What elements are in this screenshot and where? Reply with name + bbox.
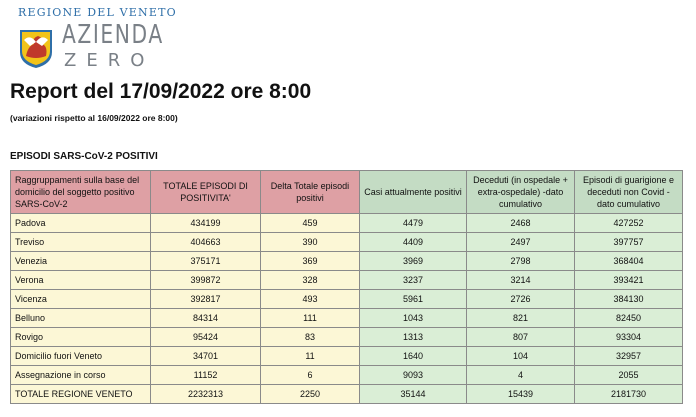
table-cell: 427252: [575, 214, 683, 233]
table-cell: 493: [261, 290, 360, 309]
table-cell: 84314: [151, 309, 261, 328]
table-cell: 2726: [467, 290, 575, 309]
table-cell: 11: [261, 347, 360, 366]
table-row: [11, 385, 683, 404]
table-cell: 35144: [360, 385, 467, 404]
table-cell: 459: [261, 214, 360, 233]
table-cell: 5961: [360, 290, 467, 309]
table-cell: 392817: [151, 290, 261, 309]
table-cell: 93304: [575, 328, 683, 347]
table-row: [11, 366, 683, 385]
row-label: Venezia: [11, 252, 151, 271]
row-label: Padova: [11, 214, 151, 233]
table-cell: 3237: [360, 271, 467, 290]
table-row: [11, 214, 683, 233]
azienda-zero-logo: [8, 2, 177, 74]
region-label: REGIONE DEL VENETO: [18, 6, 177, 19]
table-cell: 104: [467, 347, 575, 366]
row-label: Belluno: [11, 309, 151, 328]
column-header-group: Raggruppamenti sulla base del domicilio del soggetto positivo SARS-CoV-2: [11, 171, 151, 214]
column-header-deceased: Deceduti (in ospedale + extra-ospedale) -dato cumulativo: [467, 171, 575, 214]
table-cell: 821: [467, 309, 575, 328]
table-row: [11, 290, 683, 309]
lion-of-saint-mark-icon: [16, 26, 56, 70]
table-cell: 15439: [467, 385, 575, 404]
table-row: [11, 271, 683, 290]
section-title: EPISODI SARS-CoV-2 POSITIVI: [10, 151, 158, 162]
table-cell: 1313: [360, 328, 467, 347]
report-title: Report del 17/09/2022 ore 8:00: [10, 80, 312, 103]
table-cell: 369: [261, 252, 360, 271]
row-label: Rovigo: [11, 328, 151, 347]
column-header-delta: Delta Totale episodi positivi: [261, 171, 360, 214]
row-label: Domicilio fuori Veneto: [11, 347, 151, 366]
table-cell: 2055: [575, 366, 683, 385]
table-cell: 397757: [575, 233, 683, 252]
table-cell: 434199: [151, 214, 261, 233]
table-row: [11, 252, 683, 271]
table-cell: 399872: [151, 271, 261, 290]
table-cell: 404663: [151, 233, 261, 252]
column-header-total-episodes: TOTALE EPISODI DI POSITIVITA': [151, 171, 261, 214]
report-subtitle: (variazioni rispetto al 16/09/2022 ore 8:00): [10, 113, 178, 123]
table-cell: 390: [261, 233, 360, 252]
column-header-current-cases: Casi attualmente positivi: [360, 171, 467, 214]
table-cell: 2250: [261, 385, 360, 404]
table-cell: 2181730: [575, 385, 683, 404]
org-name-line1: AZIENDA: [62, 20, 164, 50]
table-row: [11, 328, 683, 347]
org-name-line2: ZERO: [64, 50, 155, 71]
table-cell: 111: [261, 309, 360, 328]
table-cell: 9093: [360, 366, 467, 385]
row-label: Vicenza: [11, 290, 151, 309]
table-cell: 393421: [575, 271, 683, 290]
table-cell: 807: [467, 328, 575, 347]
table-cell: 95424: [151, 328, 261, 347]
table-cell: 83: [261, 328, 360, 347]
table-row: [11, 309, 683, 328]
table-row: [11, 233, 683, 252]
row-label: Assegnazione in corso: [11, 366, 151, 385]
table-cell: 4: [467, 366, 575, 385]
table-cell: 34701: [151, 347, 261, 366]
table-header-row: [11, 171, 683, 214]
table-cell: 32957: [575, 347, 683, 366]
table-row: [11, 347, 683, 366]
table-cell: 4409: [360, 233, 467, 252]
table-cell: 2497: [467, 233, 575, 252]
table-cell: 375171: [151, 252, 261, 271]
table-cell: 328: [261, 271, 360, 290]
table-cell: 3214: [467, 271, 575, 290]
table-cell: 2468: [467, 214, 575, 233]
table-cell: 2798: [467, 252, 575, 271]
table-cell: 11152: [151, 366, 261, 385]
table-cell: 82450: [575, 309, 683, 328]
table-cell: 1640: [360, 347, 467, 366]
table-cell: 2232313: [151, 385, 261, 404]
column-header-recovered: Episodi di guarigione e deceduti non Covid - dato cumulativo: [575, 171, 683, 214]
table-cell: 368404: [575, 252, 683, 271]
row-label: TOTALE REGIONE VENETO: [11, 385, 151, 404]
table-cell: 1043: [360, 309, 467, 328]
table-cell: 384130: [575, 290, 683, 309]
table-cell: 6: [261, 366, 360, 385]
positive-episodes-table: [10, 170, 683, 404]
table-cell: 3969: [360, 252, 467, 271]
row-label: Treviso: [11, 233, 151, 252]
row-label: Verona: [11, 271, 151, 290]
table-cell: 4479: [360, 214, 467, 233]
